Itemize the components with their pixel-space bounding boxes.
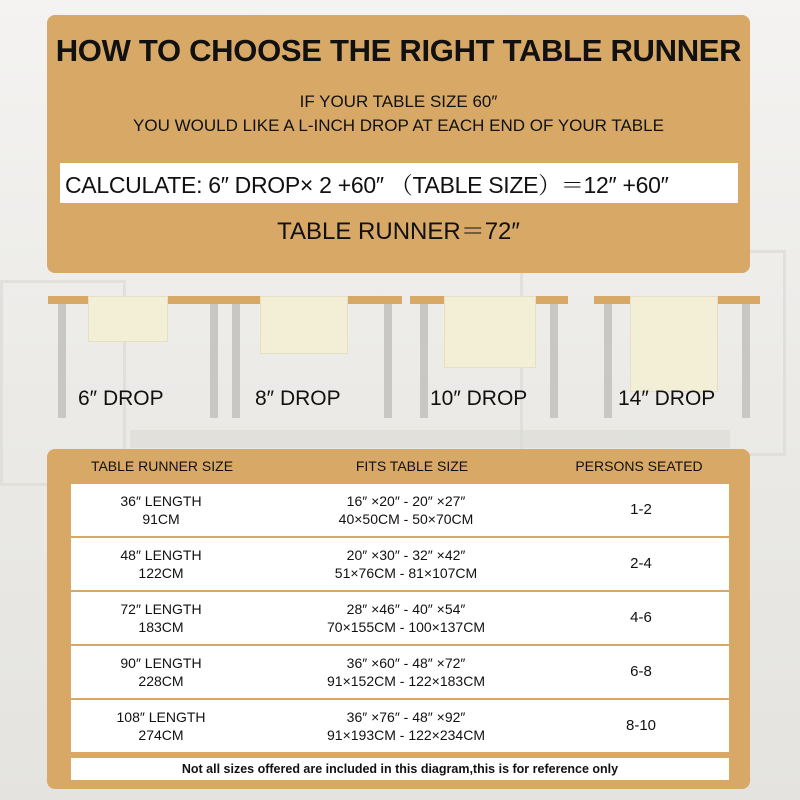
calculation-box (60, 163, 738, 203)
table-rows (71, 484, 729, 754)
fits-size-cell (241, 484, 571, 536)
fits-inches: 36″ ×76″ - 48″ ×92″ (346, 709, 466, 725)
header-panel (47, 15, 750, 273)
fits-cm: 91×193CM - 122×234CM (327, 727, 485, 743)
persons-cell: 4-6 (630, 609, 652, 626)
runner-size-cell (71, 538, 251, 590)
table-row (71, 538, 729, 590)
length-cm: 274CM (138, 727, 184, 743)
runner-size-cell (71, 592, 251, 644)
fits-size-cell (241, 538, 571, 590)
table-row (71, 592, 729, 644)
length-inches: 48″ LENGTH (120, 547, 202, 563)
persons-cell: 8-10 (625, 717, 657, 734)
result-text: TABLE RUNNER＝72″ (277, 218, 520, 245)
footnote: Not all sizes offered are included in this diagram,this is for reference only (71, 758, 729, 780)
table-row (71, 484, 729, 536)
fits-size-cell (241, 646, 571, 698)
persons-cell: 6-8 (630, 663, 652, 680)
fits-inches: 28″ ×46″ - 40″ ×54″ (346, 601, 466, 617)
persons-cell: 2-4 (630, 555, 652, 572)
fits-cm: 91×152CM - 122×183CM (327, 673, 485, 689)
column-header: PERSONS SEATED (575, 458, 703, 474)
length-inches: 36″ LENGTH (120, 493, 202, 509)
drop-label: 8″ DROP (255, 387, 341, 410)
length-inches: 108″ LENGTH (116, 709, 206, 725)
length-cm: 228CM (138, 673, 184, 689)
page-title: HOW TO CHOOSE THE RIGHT TABLE RUNNER (55, 33, 742, 68)
table-leg (232, 304, 240, 418)
fits-size-cell (241, 592, 571, 644)
table-row (71, 646, 729, 698)
length-cm: 91CM (142, 511, 180, 527)
persons-cell: 1-2 (630, 501, 652, 518)
fits-inches: 36″ ×60″ - 48″ ×72″ (346, 655, 466, 671)
table-leg (384, 304, 392, 418)
background-table (130, 430, 730, 448)
fits-size-cell (241, 700, 571, 752)
fits-cm: 51×76CM - 81×107CM (334, 565, 478, 581)
fits-cm: 40×50CM - 50×70CM (338, 511, 474, 527)
drop-label: 10″ DROP (430, 387, 528, 410)
table-runner (88, 296, 168, 342)
table-row (71, 700, 729, 752)
drop-text: YOU WOULD LIKE A L-INCH DROP AT EACH END OF YOUR TABLE (133, 116, 664, 135)
calculation-text: CALCULATE: 6″ DROP× 2 +60″ （TABLE SIZE）＝12″ +60″ (65, 171, 669, 198)
fits-inches: 20″ ×30″ - 32″ ×42″ (346, 547, 466, 563)
length-cm: 183CM (138, 619, 184, 635)
table-size-text: IF YOUR TABLE SIZE 60″ (299, 92, 498, 111)
column-header: FITS TABLE SIZE (355, 458, 469, 474)
size-table (47, 449, 750, 789)
fits-inches: 16″ ×20″ - 20″ ×27″ (346, 493, 466, 509)
length-inches: 72″ LENGTH (120, 601, 202, 617)
table-leg (742, 304, 750, 418)
table-leg (550, 304, 558, 418)
table-leg (604, 304, 612, 418)
column-header: TABLE RUNNER SIZE (90, 458, 234, 474)
length-inches: 90″ LENGTH (120, 655, 202, 671)
runner-size-cell (71, 484, 251, 536)
fits-cm: 70×155CM - 100×137CM (327, 619, 485, 635)
length-cm: 122CM (138, 565, 184, 581)
table-leg (210, 304, 218, 418)
table-leg (420, 304, 428, 418)
drop-label: 14″ DROP (618, 387, 716, 410)
table-leg (58, 304, 66, 418)
runner-size-cell (71, 700, 251, 752)
table-runner (444, 296, 536, 368)
drop-label: 6″ DROP (78, 387, 164, 410)
table-runner (260, 296, 348, 354)
table-runner (630, 296, 718, 392)
runner-size-cell (71, 646, 251, 698)
